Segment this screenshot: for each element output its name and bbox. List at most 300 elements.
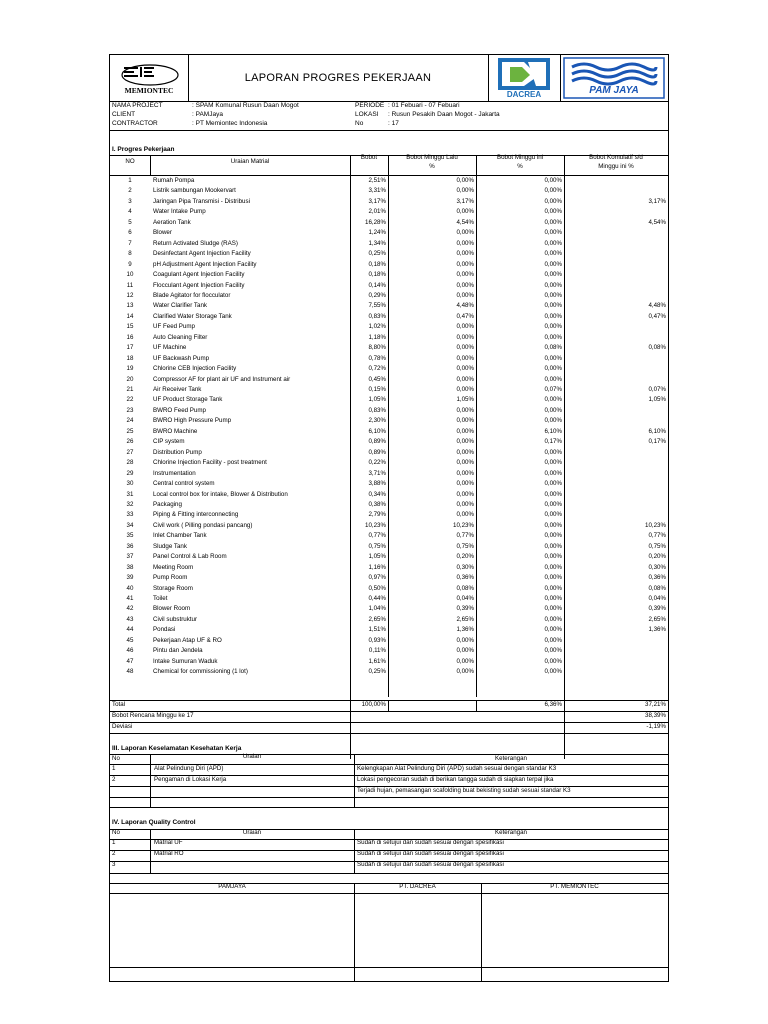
row-bobot-ini: 0,17% [544, 438, 562, 446]
row-no: 6 [128, 229, 132, 237]
row-uraian: UF Product Storage Tank [153, 396, 223, 404]
row-bobot: 7,55% [368, 302, 386, 310]
row-bobot-lalu: 2,65% [456, 615, 474, 623]
row-no: 41 [126, 595, 134, 602]
row-bobot-lalu: 0,00% [456, 187, 474, 195]
memiontec-logo-text: MEMIONTEC [124, 86, 174, 95]
row-bobot-ini: 0,00% [544, 417, 562, 425]
k3-row-uraian: Alat Pelindung Diri (APD) [154, 765, 224, 772]
row-no: 1 [128, 177, 132, 184]
row-no: 48 [126, 668, 134, 676]
row-uraian: BWRO Machine [153, 427, 198, 435]
row-uraian: Blower [153, 229, 172, 237]
row-bobot-lalu: 0,00% [456, 490, 474, 498]
row-bobot-ini: 0,00% [544, 291, 562, 299]
row-bobot-ini: 0,00% [544, 281, 562, 289]
row-bobot-ini: 6,10% [544, 427, 562, 435]
row-bobot-ini: 0,00% [544, 302, 562, 310]
row-bobot: 3,71% [368, 469, 386, 477]
row-bobot-lalu: 0,08% [456, 584, 474, 592]
row-uraian: Rumah Pompa [153, 177, 195, 184]
row-uraian: Pump Room [153, 574, 188, 582]
row-bobot-ini: 0,00% [544, 375, 562, 383]
row-uraian: Panel Control & Lab Room [153, 553, 227, 561]
row-bobot-ini: 0,00% [544, 647, 562, 655]
row-bobot-kumulatif: 1,05% [648, 396, 666, 404]
row-uraian: Water Intake Pump [153, 208, 206, 216]
row-no: 19 [126, 365, 134, 373]
row-bobot-lalu: 0,20% [456, 553, 474, 561]
row-bobot: 0,89% [368, 448, 386, 456]
row-no: 22 [126, 396, 134, 404]
qc-row-no: 1 [112, 839, 116, 846]
row-no: 35 [126, 532, 134, 540]
row-uraian: Instrumentation [153, 469, 196, 477]
no-value: : 17 [388, 120, 399, 127]
row-uraian: Meeting Room [153, 563, 194, 571]
row-uraian: Sludge Tank [153, 542, 187, 550]
row-uraian: UF Backwash Pump [153, 354, 210, 362]
row-bobot-lalu: 4,54% [456, 218, 474, 226]
row-bobot-lalu: 0,77% [456, 532, 474, 540]
row-bobot-lalu: 0,00% [456, 480, 474, 488]
row-bobot-kumulatif: 0,08% [648, 584, 666, 592]
row-bobot-ini: 0,00% [544, 459, 562, 467]
nama-project-label: NAMA PROJECT [112, 102, 163, 109]
row-bobot: 0,22% [368, 459, 386, 467]
col-header-kum: Bobot Komulatif s/d [589, 154, 643, 161]
dacrea-logo-text: DACREA [506, 90, 542, 99]
row-uraian: Coagulant Agent Injection Facility [153, 271, 245, 279]
row-bobot-lalu: 10,23% [453, 521, 474, 529]
row-no: 4 [128, 208, 132, 216]
row-bobot-ini: 0,00% [544, 271, 562, 279]
row-bobot-lalu: 0,00% [456, 459, 474, 467]
row-bobot-lalu: 0,00% [456, 375, 474, 383]
row-bobot: 3,17% [368, 197, 386, 205]
col-line [350, 155, 351, 759]
row-bobot: 10,23% [365, 521, 386, 529]
row-bobot-lalu: 0,00% [456, 239, 474, 247]
periode-label: PERIODE [355, 102, 385, 109]
row-bobot: 0,77% [368, 532, 386, 540]
row-bobot-ini: 0,00% [544, 448, 562, 456]
row-bobot-lalu: 3,17% [456, 197, 474, 205]
section-progres-title: I. Progres Pekerjaan [112, 146, 175, 153]
row-bobot: 0,72% [368, 365, 386, 373]
nama-project-value: : SPAM Komunal Rusun Daan Mogot [192, 102, 299, 109]
row-bobot: 1,18% [368, 333, 386, 341]
row-bobot-lalu: 0,00% [456, 406, 474, 414]
row-bobot-ini: 0,00% [544, 208, 562, 216]
row-bobot-kumulatif: 3,17% [648, 197, 666, 205]
qc-row-no: 2 [112, 850, 116, 857]
qc-row-uraian: Matrial UF [154, 839, 183, 846]
row-bobot-kumulatif: 1,36% [648, 626, 666, 634]
row-bobot: 1,51% [368, 626, 386, 634]
rencana-value: 38,39% [645, 712, 666, 719]
row-no: 29 [126, 469, 134, 477]
col-line [476, 155, 477, 697]
row-uraian: Storage Room [153, 584, 193, 592]
row-no: 46 [126, 647, 134, 655]
k3-row-no: 2 [112, 776, 116, 783]
row-bobot-ini: 0,00% [544, 480, 562, 488]
row-no: 28 [126, 459, 134, 467]
row-bobot-ini: 0,00% [544, 657, 562, 665]
row-uraian: Air Receiver Tank [153, 386, 202, 393]
row-bobot-ini: 0,00% [544, 469, 562, 477]
row-no: 44 [126, 626, 134, 634]
row-uraian: Water Clarifier Tank [153, 302, 207, 310]
row-no: 9 [128, 260, 132, 268]
col-header-kum-pct: Minggu ini % [598, 163, 634, 170]
row-uraian: Local control box for intake, Blower & Distribution [153, 490, 288, 498]
row-bobot-lalu: 0,47% [456, 312, 474, 320]
qc-header-uraian: Uraian [242, 829, 262, 836]
section-k3-title: III. Laporan Keselamatan Kesehatan Kerja [112, 745, 242, 752]
sign-pamjaya: PAMJAYA [218, 883, 246, 890]
row-bobot: 1,04% [368, 605, 386, 613]
row-uraian: Pekerjaan Atap UF & RO [153, 636, 222, 644]
col-line [564, 700, 565, 733]
col-header-no: NO [125, 158, 135, 165]
row-bobot-ini: 0,00% [544, 250, 562, 258]
row-bobot: 0,29% [368, 291, 386, 299]
row-bobot-ini: 0,00% [544, 563, 562, 571]
row-bobot: 0,50% [368, 584, 386, 592]
row-bobot: 0,75% [368, 542, 386, 550]
row-bobot-kumulatif: 0,04% [648, 595, 666, 602]
row-bobot-ini: 0,00% [544, 605, 562, 613]
row-bobot: 0,38% [368, 500, 386, 508]
k3-row-line [110, 807, 668, 808]
total-kum: 37,21% [645, 701, 666, 708]
row-uraian: Piping & Fitting interconnecting [153, 511, 239, 519]
row-no: 25 [126, 427, 134, 435]
lokasi-label: LOKASI [355, 111, 379, 118]
table-top-line [110, 155, 668, 156]
sign-bottom-line [110, 967, 668, 968]
row-bobot: 0,83% [368, 406, 386, 414]
col-header-ini-pct: % [517, 163, 523, 170]
qc-row-keterangan: Sudah di setujui dan sudah sesuai dengan spesifikasi [357, 839, 504, 846]
row-bobot-lalu: 0,00% [456, 469, 474, 477]
row-no: 37 [126, 553, 134, 561]
total-bobot: 100,00% [361, 701, 386, 708]
col-header-ini: Bobot Minggu ini [496, 154, 544, 161]
row-bobot: 8,80% [368, 344, 386, 352]
row-bobot: 1,24% [368, 229, 386, 237]
row-bobot-lalu: 0,00% [456, 668, 474, 676]
row-bobot-kumulatif: 0,20% [648, 553, 666, 561]
row-no: 40 [126, 584, 134, 592]
row-no: 47 [126, 657, 134, 665]
row-bobot-kumulatif: 10,23% [645, 521, 666, 529]
qc-row-keterangan: Sudah di setujui dan sudah sesuai dengan spesifikasi [357, 861, 504, 868]
row-bobot: 0,18% [368, 271, 386, 279]
qc-row-line [110, 850, 668, 851]
row-no: 39 [126, 574, 134, 582]
row-uraian: Auto Cleaning Filter [153, 333, 208, 341]
dacrea-logo [488, 55, 561, 101]
row-no: 14 [126, 312, 134, 320]
k3-header-no: No [112, 755, 120, 762]
row-bobot: 0,25% [368, 250, 386, 258]
k3-row-keterangan: Terjadi hujan, pemasangan scafolding buat bekisting sudah sesuai standar K3 [357, 787, 571, 794]
row-bobot: 0,15% [368, 386, 386, 393]
row-no: 33 [126, 511, 134, 519]
row-no: 31 [126, 490, 134, 498]
row-bobot-ini: 0,00% [544, 636, 562, 644]
sign-memiontec: PT. MEMIONTEC [550, 883, 599, 890]
qc-header-keterangan: Keterangan [495, 829, 527, 836]
row-bobot-kumulatif: 0,30% [648, 563, 666, 571]
col-header-lalu: Bobot Minggu Lalu [406, 154, 458, 161]
row-uraian: Aeration Tank [153, 218, 191, 226]
k3-row-line [110, 797, 668, 798]
qc-row-keterangan: Sudah di setujui dan sudah sesuai dengan spesifikasi [357, 850, 504, 857]
col-line [354, 829, 355, 873]
row-no: 21 [126, 386, 134, 393]
row-uraian: Central control system [153, 480, 215, 488]
row-uraian: Chemical for commissioning (1 lot) [153, 668, 248, 676]
qc-header-no: No [112, 829, 120, 836]
row-no: 11 [126, 281, 134, 289]
row-bobot-lalu: 0,36% [456, 574, 474, 582]
row-bobot-lalu: 0,00% [456, 448, 474, 456]
row-bobot: 1,02% [368, 323, 386, 331]
row-bobot-ini: 0,00% [544, 626, 562, 634]
row-no: 2 [128, 187, 132, 195]
col-header-uraian: Uraian Matrial [230, 158, 270, 165]
col-line [564, 155, 565, 759]
row-no: 8 [128, 250, 132, 258]
row-uraian: Clarified Water Storage Tank [153, 312, 232, 320]
row-no: 32 [126, 500, 134, 508]
row-bobot: 2,51% [368, 177, 386, 184]
row-bobot: 3,31% [368, 187, 386, 195]
k3-row-keterangan: Lokasi pengecoran sudah di berikan tangga sudah di siapkan terpal jika [357, 776, 554, 783]
row-bobot: 0,89% [368, 438, 386, 446]
row-bobot-lalu: 0,75% [456, 542, 474, 550]
col-line [150, 754, 151, 807]
row-uraian: Civil work ( Pilling pondasi pancang) [153, 521, 253, 529]
row-bobot-ini: 0,00% [544, 187, 562, 195]
row-no: 36 [126, 542, 134, 550]
row-bobot: 0,18% [368, 260, 386, 268]
row-bobot-ini: 0,00% [544, 260, 562, 268]
col-line [388, 155, 389, 697]
row-bobot-kumulatif: 0,17% [648, 438, 666, 446]
row-bobot: 0,93% [368, 636, 386, 644]
row-uraian: BWRO High Pressure Pump [153, 417, 232, 425]
row-bobot-kumulatif: 0,77% [648, 532, 666, 540]
row-bobot-ini: 0,00% [544, 521, 562, 529]
row-no: 10 [126, 271, 134, 279]
row-bobot-ini: 0,00% [544, 511, 562, 519]
row-bobot-kumulatif: 4,54% [648, 218, 666, 226]
row-bobot-ini: 0,00% [544, 197, 562, 205]
col-header-bobot: Bobot [360, 154, 378, 161]
total-ini: 6,36% [544, 701, 562, 708]
col-line [350, 700, 351, 711]
row-bobot-lalu: 0,00% [456, 291, 474, 299]
row-bobot: 0,14% [368, 281, 386, 289]
col-header-lalu-pct: % [429, 163, 435, 170]
row-bobot-ini: 0,00% [544, 312, 562, 320]
row-bobot-lalu: 1,36% [456, 626, 474, 634]
row-no: 43 [126, 615, 134, 623]
row-bobot-lalu: 0,00% [456, 511, 474, 519]
row-bobot-ini: 0,00% [544, 323, 562, 331]
row-bobot: 16,28% [365, 218, 386, 226]
row-bobot-ini: 0,00% [544, 396, 562, 404]
row-bobot: 2,30% [368, 417, 386, 425]
row-bobot: 2,79% [368, 511, 386, 519]
row-no: 17 [126, 344, 134, 352]
col-line [150, 829, 151, 873]
row-bobot-lalu: 0,00% [456, 177, 474, 184]
row-no: 15 [126, 323, 134, 331]
row-bobot: 1,61% [368, 657, 386, 665]
client-value: : PAMJaya [192, 111, 223, 118]
col-line [354, 754, 355, 807]
row-uraian: pH Adjustment Agent Injection Facility [153, 260, 257, 268]
row-bobot-ini: 0,00% [544, 615, 562, 623]
row-uraian: UF Machine [153, 344, 187, 352]
qc-row-line [110, 873, 668, 874]
row-no: 38 [126, 563, 134, 571]
row-uraian: Blade Agitator for flocculator [153, 291, 231, 299]
row-bobot-ini: 0,00% [544, 177, 562, 184]
periode-value: : 01 Febuari - 07 Febuari [388, 102, 460, 109]
rencana-label: Bobot Rencana Minggu ke 17 [112, 712, 194, 719]
row-bobot-lalu: 0,39% [456, 605, 474, 613]
row-bobot-lalu: 0,30% [456, 563, 474, 571]
row-bobot: 0,25% [368, 668, 386, 676]
row-uraian: BWRO Feed Pump [153, 406, 206, 414]
pamjaya-logo-text: PAM JAYA [589, 85, 639, 96]
row-bobot: 6,10% [368, 427, 386, 435]
divider [110, 130, 668, 131]
row-uraian: Blower Room [153, 605, 191, 613]
row-no: 34 [126, 521, 134, 529]
row-uraian: Listrik sambungan Mookervart [153, 187, 236, 195]
row-no: 20 [126, 375, 134, 383]
row-no: 12 [126, 291, 134, 299]
row-bobot-ini: 0,00% [544, 333, 562, 341]
row-bobot: 1,16% [368, 563, 386, 571]
row-uraian: Chlorine CEB Injection Facility [153, 365, 237, 373]
row-no: 18 [126, 354, 134, 362]
row-no: 24 [126, 417, 134, 425]
k3-row-uraian: Pengaman di Lokasi Kerja [154, 776, 227, 783]
row-bobot-ini: 0,08% [544, 344, 562, 352]
row-bobot-lalu: 0,00% [456, 344, 474, 352]
row-no: 16 [126, 333, 134, 341]
row-bobot-ini: 0,00% [544, 229, 562, 237]
row-bobot-lalu: 0,00% [456, 281, 474, 289]
row-bobot-ini: 0,00% [544, 532, 562, 540]
row-bobot-ini: 0,00% [544, 574, 562, 582]
row-bobot-lalu: 0,00% [456, 417, 474, 425]
row-bobot: 0,83% [368, 312, 386, 320]
row-bobot: 1,05% [368, 553, 386, 561]
row-bobot-lalu: 0,00% [456, 260, 474, 268]
col-line [476, 700, 477, 711]
qc-row-line [110, 839, 668, 840]
row-no: 45 [126, 636, 134, 644]
row-bobot-lalu: 0,00% [456, 427, 474, 435]
contractor-label: CONTRACTOR [112, 120, 158, 127]
k3-row-no: 1 [112, 765, 116, 772]
row-bobot-lalu: 0,00% [456, 333, 474, 341]
row-bobot-lalu: 0,00% [456, 250, 474, 258]
row-uraian: UF Feed Pump [153, 323, 195, 331]
row-uraian: Intake Sumuran Waduk [153, 657, 218, 665]
row-bobot-kumulatif: 4,48% [648, 302, 666, 310]
report-sheet [109, 54, 669, 982]
page-title: LAPORAN PROGRES PEKERJAAN [188, 55, 489, 101]
lokasi-value: : Rusun Pesakih Daan Mogot - Jakarta [388, 111, 500, 118]
row-bobot: 1,34% [368, 239, 386, 247]
row-uraian: Jaringan Pipa Transmisi - Distribusi [153, 197, 250, 205]
row-bobot-lalu: 0,00% [456, 647, 474, 655]
pamjaya-logo [560, 55, 668, 101]
no-label: No [355, 120, 364, 127]
row-no: 13 [126, 302, 134, 310]
k3-row-keterangan: Kelengkapan Alat Pelindung Diri (APD) sudah sesuai dengan standar K3 [357, 765, 557, 772]
row-bobot-lalu: 0,00% [456, 365, 474, 373]
contractor-value: : PT Memiontec Indonesia [192, 120, 268, 127]
deviasi-value: -1,19% [646, 723, 666, 730]
row-bobot-kumulatif: 0,07% [648, 386, 666, 393]
client-label: CLIENT [112, 111, 136, 118]
row-bobot-ini: 0,00% [544, 365, 562, 373]
col-line [150, 155, 151, 175]
row-bobot: 1,05% [368, 396, 386, 404]
row-bobot-ini: 0,00% [544, 553, 562, 561]
row-uraian: Distribution Pump [153, 448, 202, 456]
row-bobot-lalu: 0,00% [456, 354, 474, 362]
row-bobot-kumulatif: 0,75% [648, 542, 666, 550]
row-bobot-ini: 0,07% [544, 386, 562, 393]
row-bobot-ini: 0,00% [544, 239, 562, 247]
row-bobot-ini: 0,00% [544, 354, 562, 362]
row-bobot-lalu: 0,00% [456, 229, 474, 237]
sign-header-line [110, 893, 668, 894]
row-no: 42 [126, 605, 134, 613]
row-bobot-kumulatif: 0,08% [648, 344, 666, 352]
row-bobot: 2,01% [368, 208, 386, 216]
row-uraian: Return Activated Sludge (RAS) [153, 239, 238, 247]
qc-row-line [110, 861, 668, 862]
row-no: 30 [126, 480, 134, 488]
row-no: 27 [126, 448, 134, 456]
row-no: 5 [128, 218, 132, 226]
row-uraian: Pintu dan Jendela [153, 647, 203, 655]
total-label: Total [112, 701, 126, 708]
row-bobot-lalu: 0,00% [456, 386, 474, 393]
row-no: 23 [126, 406, 134, 414]
row-uraian: Civil substruktur [153, 615, 198, 623]
row-bobot-ini: 0,00% [544, 595, 562, 602]
row-no: 26 [126, 438, 134, 446]
row-bobot-lalu: 0,00% [456, 657, 474, 665]
row-bobot-ini: 0,00% [544, 218, 562, 226]
col-line [388, 700, 389, 711]
